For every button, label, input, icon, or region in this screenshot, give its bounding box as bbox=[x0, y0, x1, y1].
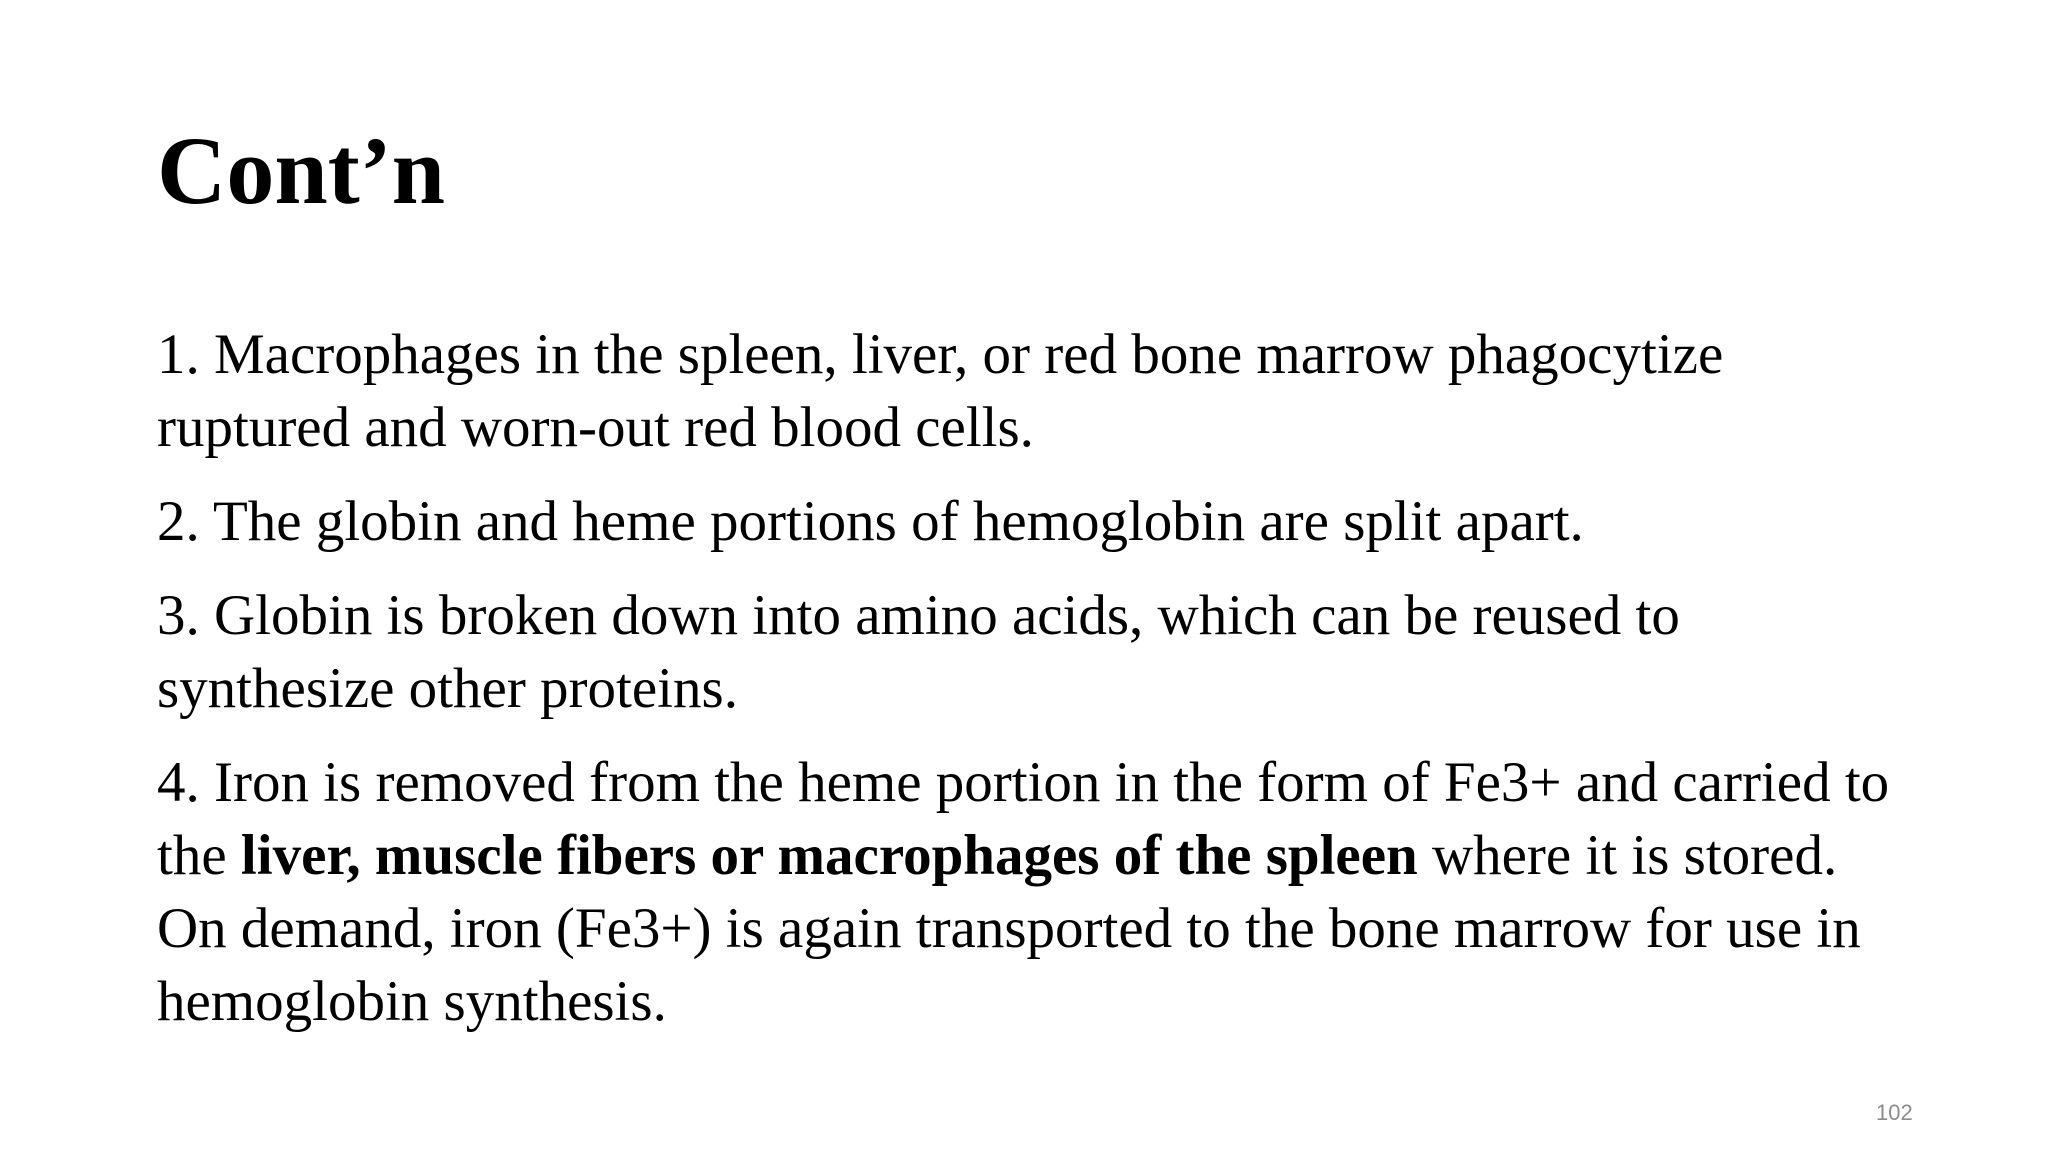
slide-title: Cont’n bbox=[157, 117, 446, 224]
list-item-bold-text: liver, muscle fibers or macrophages of the spleen bbox=[240, 824, 1418, 887]
slide-body bbox=[157, 318, 1917, 1059]
list-item: 3. Globin is broken down into amino acids, which can be reused to synthesize other proteins. bbox=[157, 584, 1680, 720]
list-item bbox=[157, 746, 1917, 1038]
list-item: 1. Macrophages in the spleen, liver, or red bone marrow phagocytize ruptured and worn-out red blood cells. bbox=[157, 323, 1724, 459]
list-item: 2. The globin and heme portions of hemoglobin are split apart. bbox=[157, 490, 1584, 553]
page-number: 102 bbox=[1876, 1100, 1913, 1125]
list-item-text-after: where it is stored. On demand, iron (Fe3+) is again transported to the bone marrow for use in hemoglobin synthesis. bbox=[157, 824, 1861, 1033]
list-item-text-before: 4. Iron is removed from the heme portion in the form of Fe3+ and carried to the bbox=[157, 751, 1890, 887]
